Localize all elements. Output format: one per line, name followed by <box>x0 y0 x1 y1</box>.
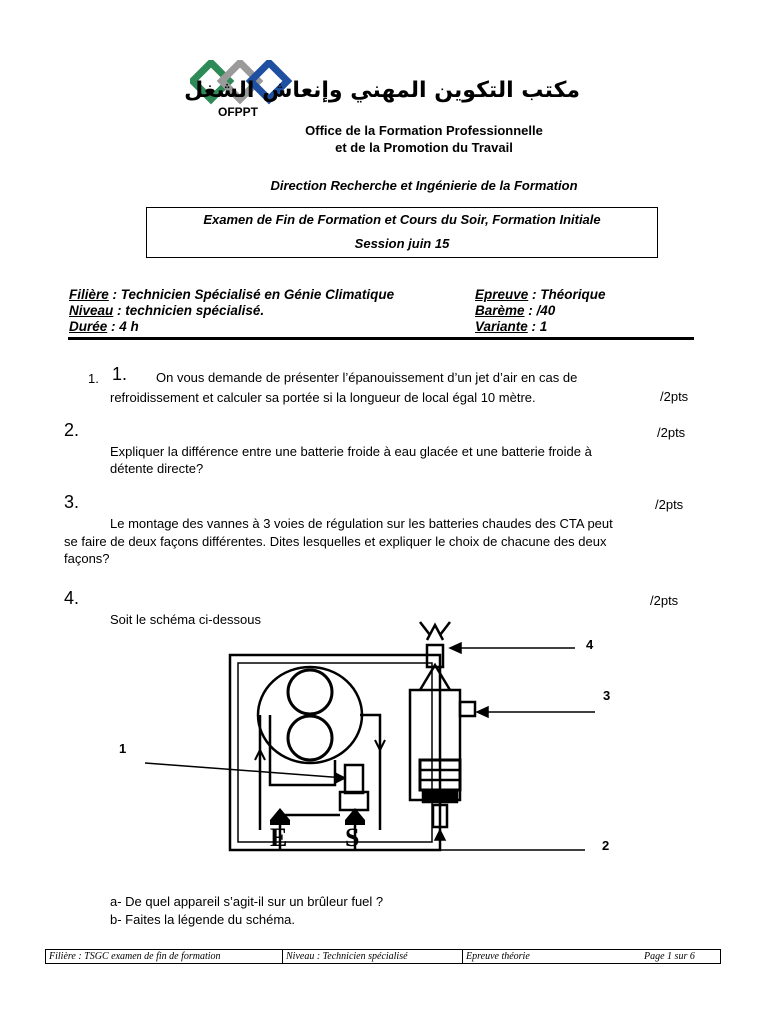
niveau-value: : technicien spécialisé. <box>113 303 265 318</box>
q2-line-2: détente directe? <box>110 461 204 476</box>
q1-line-2: refroidissement et calculer sa portée si la longueur de local égal 10 mètre. <box>110 390 536 405</box>
q2-points: /2pts <box>657 425 686 440</box>
filiere-value: : Technicien Spécialisé en Génie Climatique <box>108 287 395 302</box>
niveau-label: Niveau <box>69 303 114 318</box>
q1-line-1: On vous demande de présenter l’épanouissement d’un jet d’air en cas de <box>156 370 578 385</box>
info-left <box>69 287 469 335</box>
q3-points: /2pts <box>655 497 684 512</box>
bareme-row <box>475 303 695 319</box>
office-line-2: et de la Promotion du Travail <box>335 140 513 155</box>
footer-epreuve: Epreuve théorie <box>462 950 638 963</box>
label-1: 1 <box>119 741 127 756</box>
label-3: 3 <box>603 688 611 703</box>
page-footer <box>45 949 721 964</box>
direction-title <box>0 178 768 193</box>
regulator-body <box>410 690 460 800</box>
footer-niveau: Niveau : Technicien spécialisé <box>282 950 462 963</box>
footer-page: Page 1 sur 6 <box>644 951 695 962</box>
niveau-row <box>69 303 469 319</box>
epreuve-label: Epreuve <box>475 287 529 302</box>
q1-points: /2pts <box>660 389 689 404</box>
variante-value: : 1 <box>527 319 548 334</box>
q3-line-3: façons? <box>64 551 110 566</box>
duree-row <box>69 319 469 335</box>
q1-list-marker: 1. <box>88 371 99 386</box>
label-s: S <box>345 823 360 852</box>
info-right <box>475 287 695 335</box>
exam-box <box>146 207 658 258</box>
q2-line-1: Expliquer la différence entre une batterie froide à eau glacée et une batterie froide à <box>110 444 592 459</box>
q1-number: 1. <box>112 364 128 384</box>
office-name <box>0 122 768 156</box>
arabic-title: مكتب التكوين المهني وإنعاش الشغل <box>184 78 580 103</box>
bareme-label: Barème <box>475 303 525 318</box>
burner-schematic <box>105 620 645 880</box>
filiere-label: Filière <box>69 287 109 302</box>
q3-number: 3. <box>64 492 80 512</box>
exam-title: Examen de Fin de Formation et Cours du Soir, Formation Initiale <box>203 212 601 227</box>
filiere-row <box>69 287 469 303</box>
leader-1 <box>145 763 345 778</box>
q4-number: 4. <box>64 588 80 608</box>
q4-item-a: a- De quel appareil s’agit-il sur un brûleur fuel ? <box>110 894 384 909</box>
epreuve-value: : Théorique <box>528 287 606 302</box>
q4-intro: Soit le schéma ci-dessous <box>110 612 262 627</box>
label-2: 2 <box>602 838 610 853</box>
bareme-value: : /40 <box>524 303 556 318</box>
label-e: E <box>270 823 288 852</box>
logo-text: OFPPT <box>218 105 259 119</box>
q2-number: 2. <box>64 420 80 440</box>
direction-text: Direction Recherche et Ingénierie de la Formation <box>270 178 578 193</box>
footer-filiere: Filière : TSGC examen de fin de formation <box>49 951 221 962</box>
label-4: 4 <box>586 637 594 652</box>
q4-item-b: b- Faites la légende du schéma. <box>110 912 295 927</box>
duree-value: : 4 h <box>107 319 139 334</box>
epreuve-row <box>475 287 695 303</box>
variante-label: Variante <box>475 319 528 334</box>
office-line-1: Office de la Formation Professionnelle <box>305 123 543 138</box>
q3-line-2: se faire de deux façons différentes. Dites lesquelles et expliquer le choix de chacune des deux <box>64 534 607 549</box>
q3-line-1: Le montage des vannes à 3 voies de régulation sur les batteries chaudes des CTA peut <box>110 516 613 531</box>
exam-session: Session juin 15 <box>354 236 450 251</box>
variante-row <box>475 319 695 335</box>
duree-label: Durée <box>69 319 108 334</box>
info-divider <box>68 337 694 340</box>
q4-points: /2pts <box>650 593 679 608</box>
